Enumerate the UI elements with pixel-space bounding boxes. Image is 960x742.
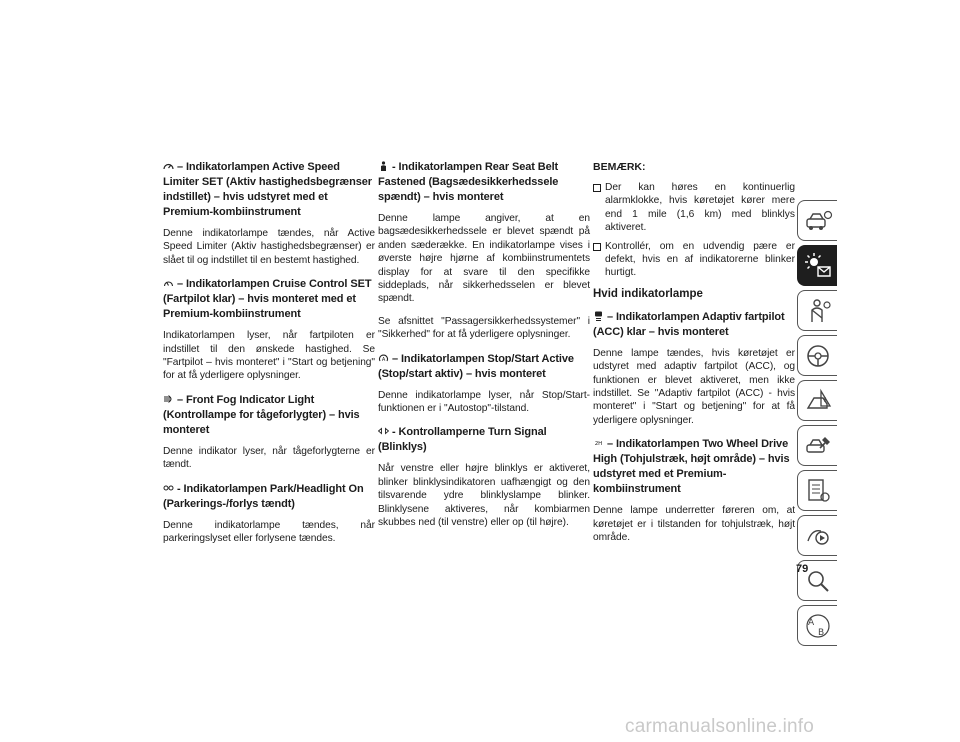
car-info-icon[interactable]: [797, 200, 837, 241]
section-body: Denne lampe tændes, hvis køretøjet er udstyret med adaptiv fartpilot (ACC), og funktionen er blevet aktiveret, men ikke indstillet. Se "Adaptiv fartpilot (ACC) - hvis monteret" i "Start og betjening" for at få yderligere oplysninger.: [593, 347, 795, 426]
section-body: Når venstre eller højre blinklys er aktiveret, blinker blinklysindikatoren uafhængigt og den tilsvarende ydre blinklyslampe blinker. Blinklysene aktiveres, når kombiarmen skubbes ned (til venstre) eller op (til højre).: [378, 463, 590, 529]
multimedia-icon[interactable]: [797, 515, 837, 556]
section-heading: – Indikatorlampen Adaptiv fartpilot (ACC) klar – hvis monteret: [593, 310, 785, 338]
middle-column: [378, 160, 590, 540]
two-wheel-drive-icon: [593, 438, 604, 448]
steering-wheel-icon[interactable]: [797, 335, 837, 376]
right-column: [593, 160, 795, 555]
section-adaptive-cruise: [593, 310, 795, 427]
stop-start-icon: [378, 353, 389, 363]
rear-seatbelt-icon: [378, 161, 389, 171]
section-heading: – Indikatorlampen Active Speed Limiter SET (Aktiv hastighedsbegrænser indstillet) – hvis udstyret med et Premium-kombiinstrument: [163, 161, 372, 218]
svg-text:2H: 2H: [594, 441, 603, 448]
cruise-control-icon: [163, 278, 174, 288]
section-heading: – Indikatorlampen Stop/Start Active (Stop/start aktiv) – hvis monteret: [378, 352, 574, 380]
svg-text:A: A: [381, 356, 386, 363]
park-headlight-icon: [163, 483, 174, 493]
seatbelt-safety-icon[interactable]: [797, 290, 837, 331]
front-fog-icon: [163, 394, 174, 404]
svg-text:B: B: [817, 627, 824, 638]
dashboard-lights-icon[interactable]: [797, 245, 837, 286]
section-body: Denne indikatorlampe tændes, når parkeringslyset eller forlysene tændes.: [163, 519, 375, 545]
section-body: Denne lampe underretter føreren om, at køretøjet er i tilstanden for tohjulstræk, højt område.: [593, 505, 795, 544]
turn-signal-icon: [378, 426, 389, 436]
section-body: Denne indikatorlampe tændes, når Active Speed Limiter (Aktiv hastighedsbegrænser) er slået til og indstillet til en bestemt hastighed.: [163, 228, 375, 266]
adaptive-cruise-icon: [593, 311, 604, 321]
section-park-headlight: [163, 482, 375, 546]
speedometer-limit-icon: [163, 161, 174, 171]
section-two-wheel-drive: [593, 437, 795, 544]
specifications-icon[interactable]: [797, 470, 837, 511]
section-heading: - Indikatorlampen Park/Headlight On (Parkerings-/forlys tændt): [163, 482, 364, 510]
section-heading: – Indikatorlampen Cruise Control SET (Fartpilot klar) – hvis monteret med et Premium-kombiinstrument: [163, 278, 372, 321]
section-active-speed-limiter: [163, 160, 375, 267]
emergency-icon[interactable]: [797, 380, 837, 421]
section-body: Denne indikatorlampe lyser, når Stop/Start-funktionen er i "Autostop"-tilstand.: [378, 389, 590, 415]
note-item: Kontrollér, om en udvendig pære er defekt, hvis en af indikatorerne blinker hurtigt.: [593, 240, 795, 280]
section-body-2: Se afsnittet "Passagersikkerhedssystemer" i "Sikkerhed" for at få yderligere oplysninger.: [378, 315, 590, 341]
section-body: Denne lampe angiver, at en bagsædesikkerhedssele er blevet spændt på anden sæderække. En indikatorlampe vises i øverste højre hjørne af kombiinstrumentets display for at svare til den specifikke siddeplads, når sikkerhedsselen er blevet spændt.: [378, 213, 590, 305]
car-service-icon[interactable]: [797, 425, 837, 466]
section-heading: – Front Fog Indicator Light (Kontrollampe for tågeforlygter) – hvis monteret: [163, 393, 360, 436]
subsection-heading: Hvid indikatorlampe: [593, 287, 703, 300]
section-front-fog: [163, 393, 375, 472]
note-item: Der kan høres en kontinuerlig alarmklokke, hvis køretøjet kører mere end 1 mile (1,6 km) med blinklys aktiveret.: [593, 181, 795, 235]
checkbox-bullet-icon: [593, 184, 601, 192]
section-body: Denne indikator lyser, når tågeforlygterne er tændt.: [163, 445, 375, 471]
svg-text:A: A: [807, 617, 814, 628]
language-icon[interactable]: [797, 605, 837, 646]
watermark: carmanualsonline.info: [625, 716, 815, 737]
checkbox-bullet-icon: [593, 243, 601, 251]
note-list: [593, 181, 795, 280]
section-body: Indikatorlampen lyser, når fartpiloten er indstillet til den ønskede hastighed. Se "Fartpilot – hvis monteret" i "Start og betjening" for at få yderligere oplysninger.: [163, 330, 375, 382]
section-rear-seatbelt: [378, 160, 590, 342]
section-turn-signal: [378, 425, 590, 529]
section-heading: - Indikatorlampen Rear Seat Belt Fastened (Bagsædesikkerhedssele spændt) – hvis monteret: [378, 161, 559, 203]
section-heading: - Kontrollamperne Turn Signal (Blinklys): [378, 426, 547, 454]
left-column: [163, 160, 375, 555]
page-number: 79: [796, 563, 809, 575]
chapter-sidebar: [797, 200, 841, 650]
section-stop-start: [378, 352, 590, 416]
note-title: BEMÆRK:: [593, 161, 646, 173]
section-heading: – Indikatorlampen Two Wheel Drive High (Tohjulstræk, højt område) – hvis udstyret med et Premium-kombiinstrument: [593, 438, 790, 496]
section-cruise-control: [163, 277, 375, 383]
